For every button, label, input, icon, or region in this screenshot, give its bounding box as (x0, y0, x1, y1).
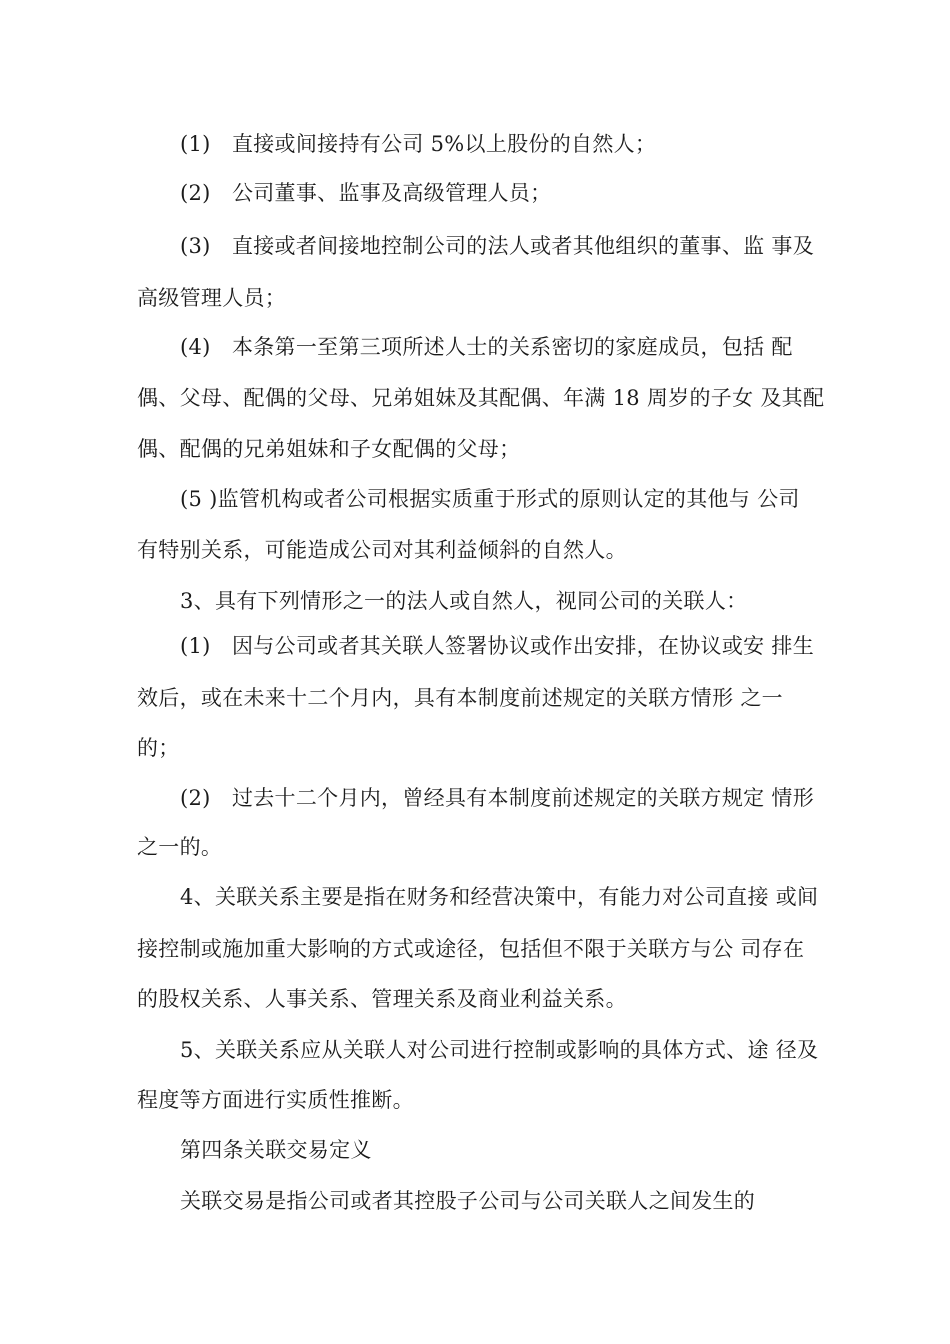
text-line: (1) 因与公司或者其关联人签署协议或作出安排，在协议或安 排生 (180, 634, 815, 658)
text-line: 偶、配偶的兄弟姐妹和子女配偶的父母； (137, 437, 521, 461)
text-line: (2) 过去十二个月内，曾经具有本制度前述规定的关联方规定 情形 (180, 786, 815, 810)
text-line: 的股权关系、人事关系、管理关系及商业利益关系。 (137, 987, 627, 1011)
text-line: (5 )监管机构或者公司根据实质重于形式的原则认定的其他与 公司 (180, 487, 800, 511)
text-line: 效后，或在未来十二个月内，具有本制度前述规定的关联方情形 之一 (137, 686, 783, 710)
text-line: 高级管理人员； (137, 286, 287, 310)
text-line: 程度等方面进行实质性推断。 (137, 1088, 414, 1112)
text-line: 4、关联关系主要是指在财务和经营决策中，有能力对公司直接 或间 (180, 885, 819, 909)
text-line: 之一的。 (137, 835, 223, 859)
text-line: (4) 本条第一至第三项所述人士的关系密切的家庭成员，包括 配 (180, 335, 793, 359)
text-line: 接控制或施加重大影响的方式或途径，包括但不限于关联方与公 司存在 (137, 937, 805, 961)
text-line: 有特别关系，可能造成公司对其利益倾斜的自然人。 (137, 538, 627, 562)
text-line: 关联交易是指公司或者其控股子公司与公司关联人之间发生的 (180, 1189, 756, 1213)
text-line: 3、具有下列情形之一的法人或自然人，视同公司的关联人： (180, 589, 748, 613)
section-heading: 第四条关联交易定义 (180, 1138, 372, 1162)
text-line: 偶、父母、配偶的父母、兄弟姐妹及其配偶、年满 18 周岁的子女 及其配 (137, 386, 825, 410)
text-line: (3) 直接或者间接地控制公司的法人或者其他组织的董事、监 事及 (180, 234, 815, 258)
text-line: (2) 公司董事、监事及高级管理人员； (180, 181, 552, 205)
text-line: 5、关联关系应从关联人对公司进行控制或影响的具体方式、途 径及 (180, 1038, 819, 1062)
text-line: 的； (137, 736, 180, 760)
text-line: (1) 直接或间接持有公司 5%以上股份的自然人； (180, 132, 657, 156)
